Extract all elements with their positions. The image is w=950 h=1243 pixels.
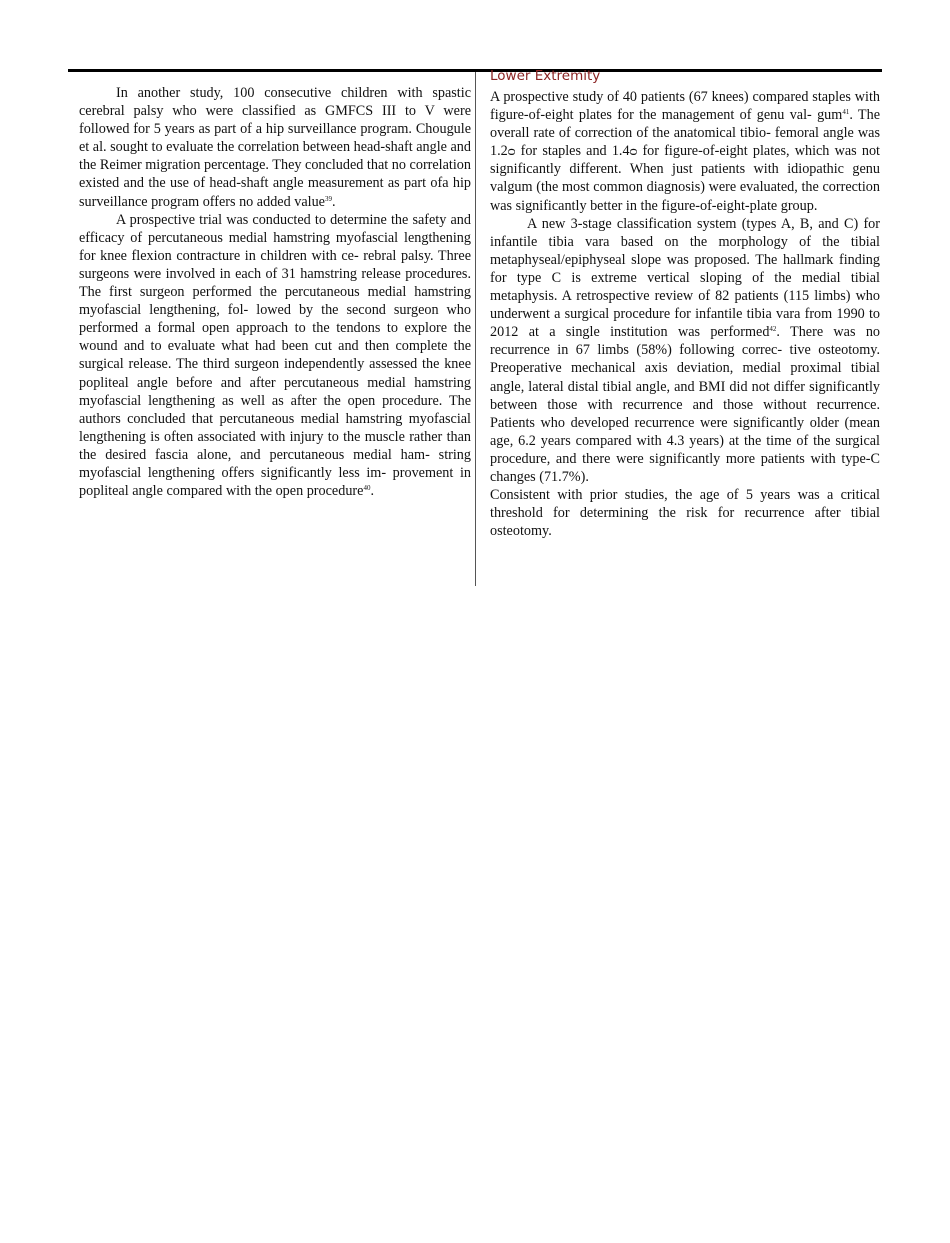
right-column (490, 67, 880, 540)
citation-ref: 42 (769, 325, 777, 334)
section-heading: Lower Extremity (490, 68, 601, 84)
paragraph-text: A new 3-stage classification system (types A, B, and C) for infantile tibia vara based on the morphology of the tibial metaphyseal/epiphyseal slope was proposed. The hallmark finding for type C is extreme vertical sloping of the medial tibial metaphysis. A retrospective review of 82 patients (115 limbs) who underwent a surgical procedure for infantile tibia vara from 1990 to 2012 at a single institution was performed (490, 215, 880, 341)
paragraph-genu-valgum (490, 88, 880, 215)
paragraph-text: A prospective trial was conducted to determine the safety and efficacy of percutaneous medial hamstring myofascial lengthening for knee flexion contracture in children with ce- rebral palsy. Three surgeons were involved in each of 31 hamstring release procedures. The first surgeon performed the percutaneous medial hamstring myofascial lengthening, fol- lowed by the second surgeon who performed a formal open approach to the tendons to explore the wound and to evaluate what had been cut and then complete the surgical release. The third surgeon independently assessed the knee popliteal angle before and after percutaneous medial hamstring myofascial lengthening as well as after the open procedure. The authors concluded that percutaneous medial hamstring myofascial lengthening is often associated with injury to the muscle rather than the desired fascia alone, and percutaneous medial ham- string myofascial lengthening offers significantly less im- provement in popliteal angle compared with the open procedure (79, 211, 471, 500)
paragraph-hamstring-trial (79, 211, 471, 501)
column-divider (475, 72, 476, 586)
paragraph-text: Consistent with prior studies, the age of 5 years was a critical threshold for determining the risk for recurrence after tibial osteotomy. (490, 487, 880, 540)
paragraph-text-after: . There was no recurrence in 67 limbs (58%) following correc- tive osteotomy. Preoperative mechanical axis deviation, medial proximal tibial angle, lateral distal tibial angle, and BMI did not differ significantly between those with recurrence and those without recurrence. Patients who developed recurrence were significantly older (mean age, 6.2 years compared with 4.3 years) at the time of the surgical procedure, and there were significantly more patients with type-C changes (71.7%). (490, 324, 881, 485)
citation-ref: 39 (324, 194, 332, 203)
paragraph-text-after: . The overall rate of correction of the anatomical tibio- femoral angle was 1.2ᴑ for staples and 1.4ᴑ for figure-of-eight plates, which was not significantly different. When just patients with idiopathic genu valgum (the most common diagnosis) were evaluated, the correction was significantly better in the figure-of-eight-plate group. (490, 107, 880, 214)
paragraph-hip-surveillance (79, 84, 471, 211)
paragraph-tibia-vara (490, 215, 880, 486)
citation-ref: 41 (842, 108, 850, 117)
paragraph-text: In another study, 100 consecutive children with spastic cerebral palsy who were classified as GMFCS III to V were followed for 5 years as part of a hip surveillance program. Chougule et al. sought to evaluate the correlation between head-shaft angle and the Reimer migration percentage. They concluded that no correlation existed and the use of head-shaft angle measurement as part ofa hip surveillance program offers no added value (79, 85, 471, 210)
paragraph-conclusion (490, 486, 880, 540)
citation-ref: 40 (363, 484, 371, 493)
paragraph-end: . (331, 193, 336, 210)
left-column (79, 84, 471, 500)
paragraph-end: . (370, 483, 374, 500)
paragraph-text: A prospective study of 40 patients (67 knees) compared staples with figure-of-eight plates for the management of genu val- gum (490, 89, 880, 124)
